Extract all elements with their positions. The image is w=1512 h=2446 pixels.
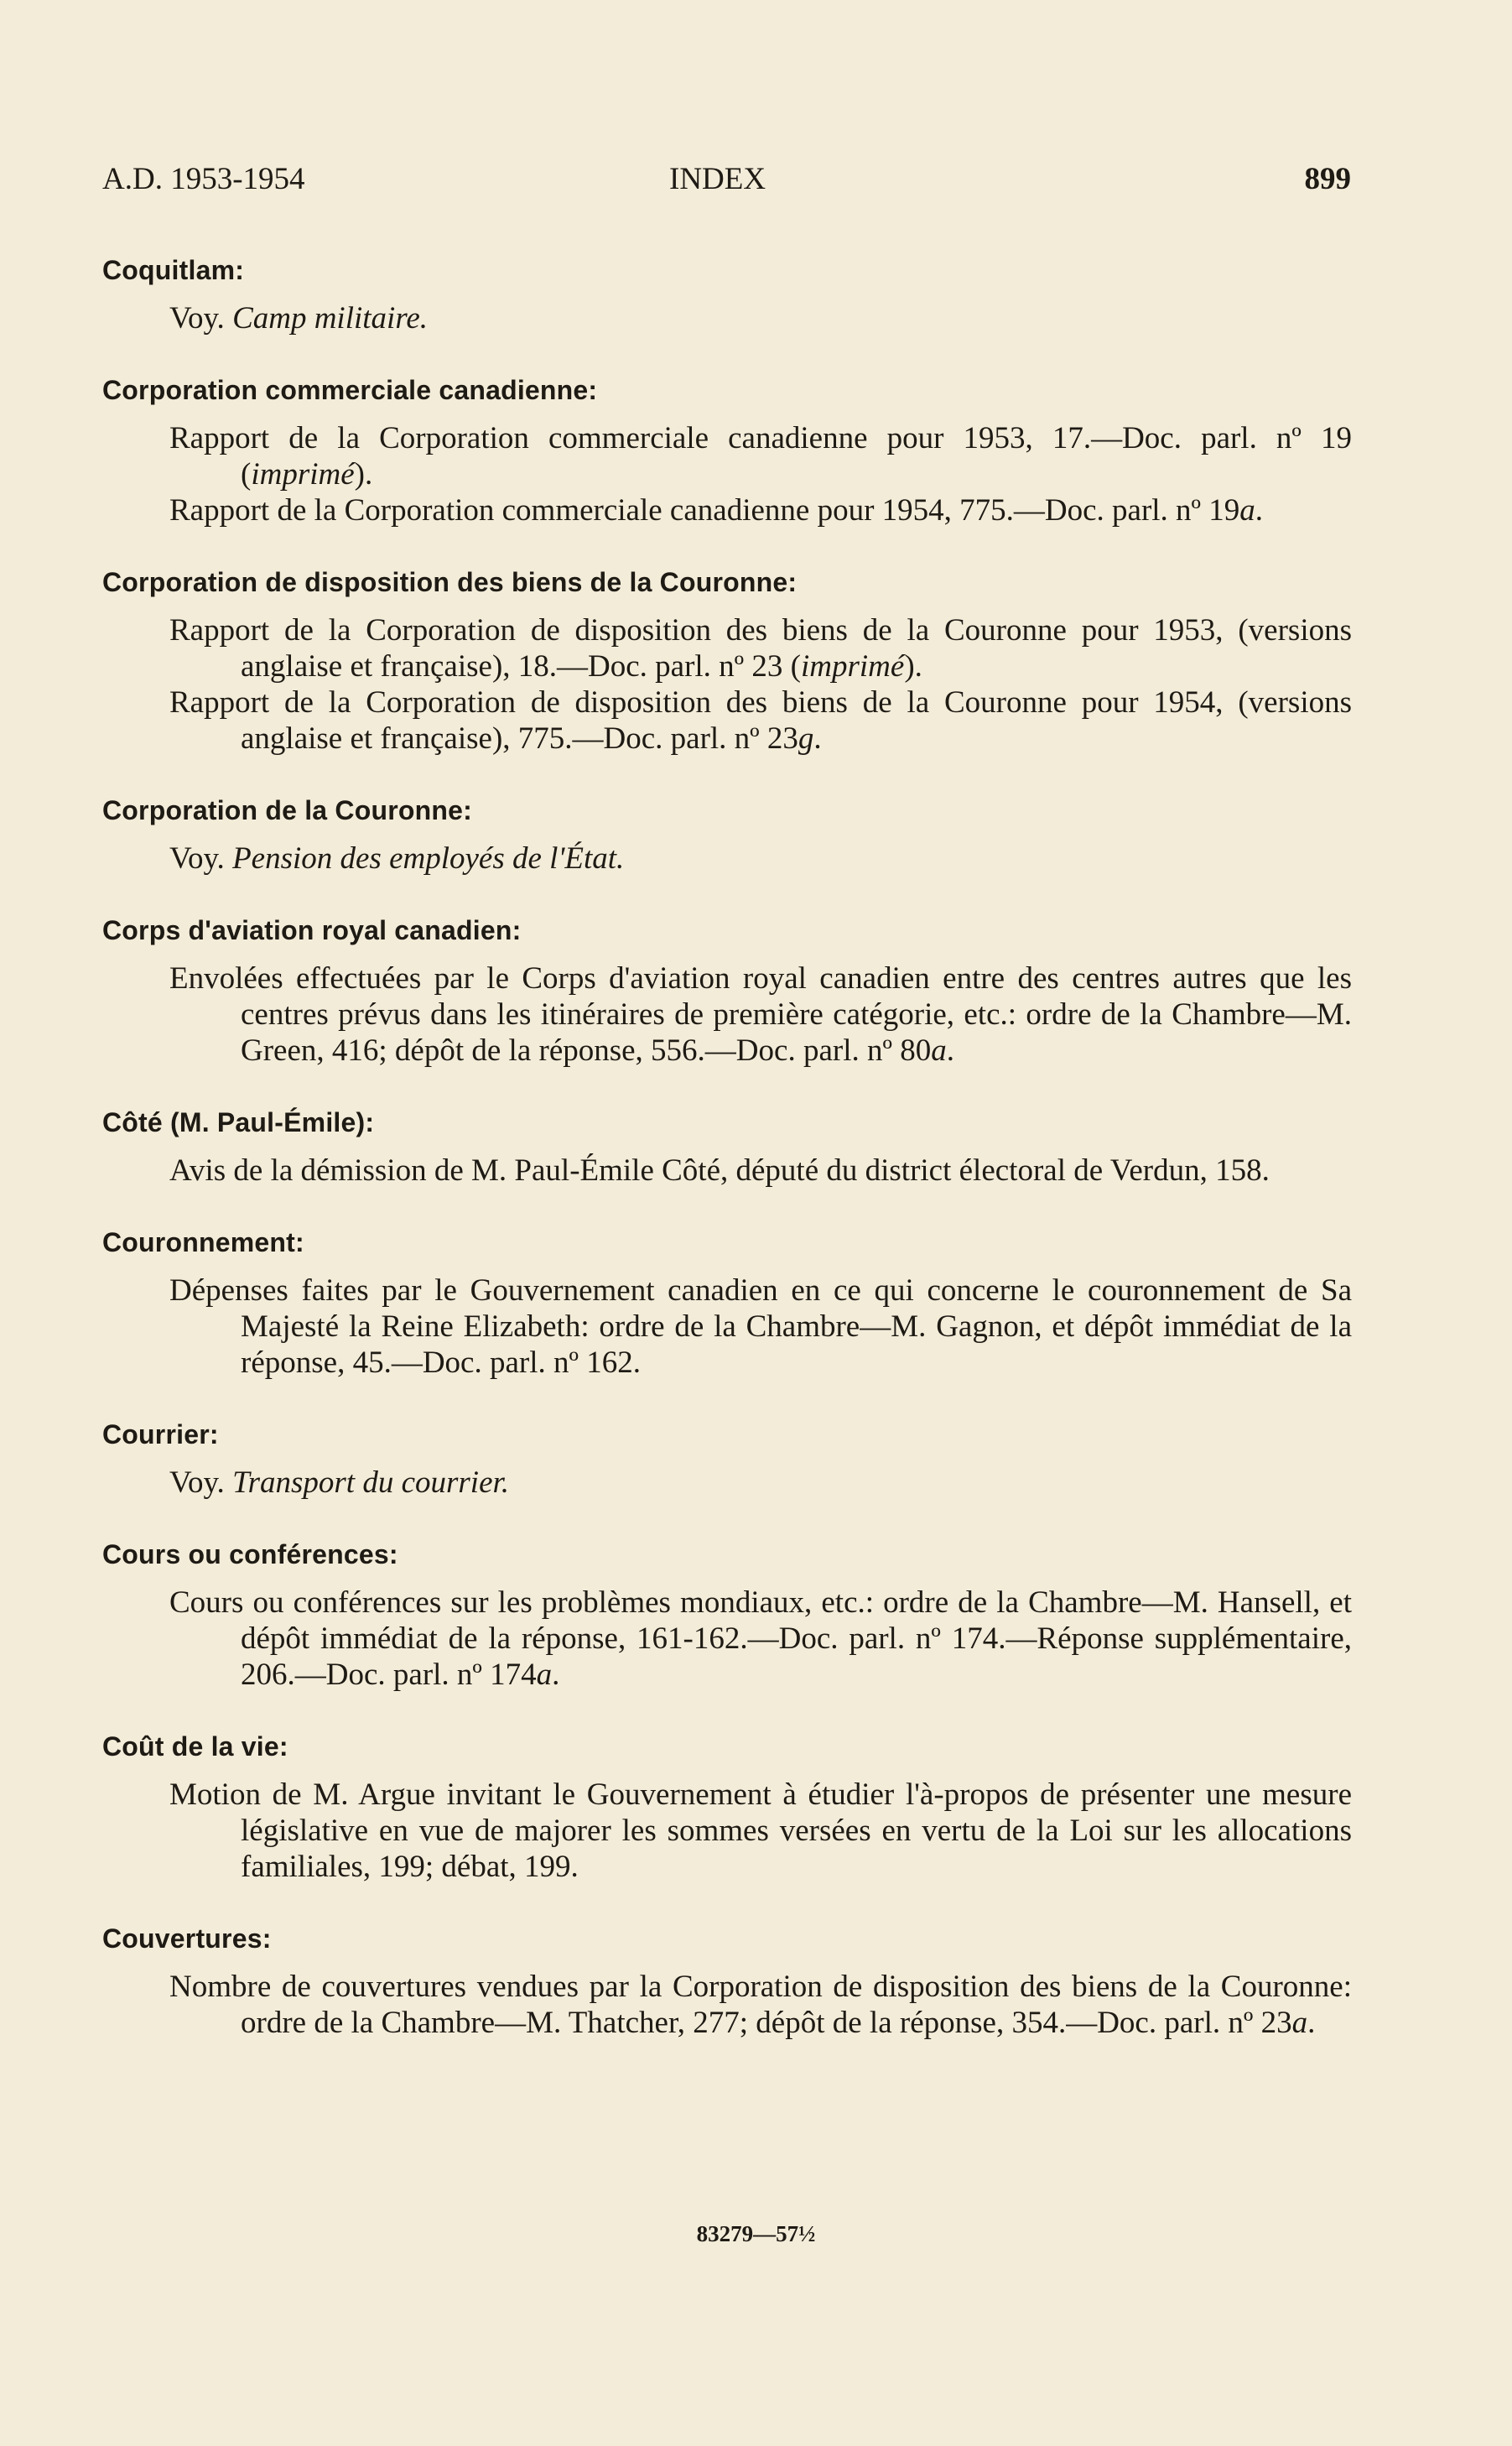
index-entry xyxy=(102,1418,1352,1501)
item-text: Rapport de la Corporation commerciale canadienne pour 1953, 17.—Doc. parl. nº 19 ( xyxy=(169,421,1352,492)
entry-item xyxy=(169,960,1352,1069)
index-entry xyxy=(102,1106,1352,1189)
item-text: Rapport de la Corporation de disposition des biens de la Couronne pour 1953, (versions anglaise et française), 18.—Doc. parl. nº 23 ( xyxy=(169,613,1352,684)
entry-heading: Couronnement: xyxy=(102,1227,304,1257)
voy-reference: Pension des employés de l'État. xyxy=(232,841,625,876)
item-text: Avis de la démission de M. Paul-Émile Côté, député du district électoral de Verdun, 158. xyxy=(169,1153,1270,1188)
index-entry xyxy=(102,1538,1352,1693)
printer-mark: 83279—57½ xyxy=(696,2221,816,2246)
page-header xyxy=(102,161,1351,203)
voy-reference: Transport du courrier. xyxy=(232,1465,510,1500)
index-body xyxy=(102,253,1352,2078)
index-entry xyxy=(102,253,1352,336)
voy-prefix: Voy. xyxy=(169,1465,233,1500)
item-text: . xyxy=(813,721,822,756)
entry-heading: Courrier: xyxy=(102,1419,219,1449)
item-text: . xyxy=(552,1658,560,1692)
item-text: imprimé xyxy=(800,649,905,684)
entry-item xyxy=(169,1272,1352,1381)
voy-reference: Camp militaire. xyxy=(232,301,429,336)
entry-heading: Coût de la vie: xyxy=(102,1731,288,1762)
entry-item xyxy=(169,420,1352,492)
entry-item xyxy=(169,1585,1352,1693)
item-text: Dépenses faites par le Gouvernement canadien en ce qui concerne le couronnement de Sa Majesté la Reine Elizabeth: ordre de la Chambre—M. Gagnon, et dépôt immédiat de la réponse, 45.—Doc. parl. nº 162. xyxy=(169,1273,1352,1380)
entry-item xyxy=(169,492,1352,528)
item-text: Nombre de couvertures vendues par la Corporation de disposition des biens de la Couronne: ordre de la Chambre—M. Thatcher, 277; dépôt de la réponse, 354.—Doc. parl. nº 23 xyxy=(169,1970,1352,2040)
index-entry xyxy=(102,913,1352,1069)
item-text: Envolées effectuées par le Corps d'aviation royal canadien entre des centres autres que les centres prévus dans les itinéraires de première catégorie, etc.: ordre de la Chambre—M. Green, 416; dépôt de la réponse, 556.—Doc. parl. nº 80 xyxy=(169,961,1352,1068)
voy-prefix: Voy. xyxy=(169,841,233,876)
cross-reference xyxy=(169,1465,1352,1501)
entry-heading: Corporation commerciale canadienne: xyxy=(102,375,598,405)
entry-heading: Corporation de la Couronne: xyxy=(102,795,472,825)
entry-heading: Corps d'aviation royal canadien: xyxy=(102,915,522,945)
entry-item xyxy=(169,1777,1352,1885)
entry-heading: Côté (M. Paul-Émile): xyxy=(102,1107,375,1137)
index-entry xyxy=(102,1922,1352,2041)
item-text: . xyxy=(1307,2006,1316,2040)
item-text: a xyxy=(536,1658,553,1692)
item-text: a xyxy=(931,1033,947,1068)
header-title: INDEX xyxy=(669,162,766,196)
entry-heading: Cours ou conférences: xyxy=(102,1539,398,1569)
cross-reference xyxy=(169,300,1352,336)
item-text: Cours ou conférences sur les problèmes mondiaux, etc.: ordre de la Chambre—M. Hansell, et dépôt immédiat de la réponse, 161-162.—Doc. parl. nº 174.—Réponse supplémentaire, 206.—Doc. parl. nº 174 xyxy=(169,1585,1352,1692)
entry-item xyxy=(169,684,1352,757)
item-text: a xyxy=(1239,493,1255,528)
item-text: . xyxy=(946,1033,954,1068)
entry-item xyxy=(169,612,1352,684)
item-text: Motion de M. Argue invitant le Gouvernement à étudier l'à-propos de présenter une mesure législative en vue de majorer les sommes versées en vertu de la Loi sur les allocations familiales, 199; débat, 199. xyxy=(169,1777,1352,1884)
item-text: Rapport de la Corporation de disposition des biens de la Couronne pour 1954, (versions anglaise et française), 775.—Doc. parl. nº 23 xyxy=(169,685,1352,756)
entry-item xyxy=(169,1153,1352,1189)
index-entry xyxy=(102,1730,1352,1885)
entry-heading: Couvertures: xyxy=(102,1923,272,1954)
voy-prefix: Voy. xyxy=(169,301,233,336)
item-text: Rapport de la Corporation commerciale canadienne pour 1954, 775.—Doc. parl. nº 19 xyxy=(169,493,1240,528)
item-text: imprimé xyxy=(251,457,355,492)
header-years: A.D. 1953-1954 xyxy=(102,162,305,196)
page-number: 899 xyxy=(1304,162,1351,196)
index-entry xyxy=(102,1226,1352,1381)
index-entry xyxy=(102,373,1352,528)
item-text: ). xyxy=(904,649,922,684)
item-text: g xyxy=(798,721,814,756)
index-entry xyxy=(102,794,1352,877)
entry-heading: Corporation de disposition des biens de la Couronne: xyxy=(102,567,798,597)
item-text: a xyxy=(1291,2006,1308,2040)
entry-item xyxy=(169,1969,1352,2041)
index-entry xyxy=(102,565,1352,757)
item-text: ). xyxy=(354,457,373,492)
entry-heading: Coquitlam: xyxy=(102,255,245,285)
cross-reference xyxy=(169,840,1352,877)
item-text: . xyxy=(1255,493,1264,528)
